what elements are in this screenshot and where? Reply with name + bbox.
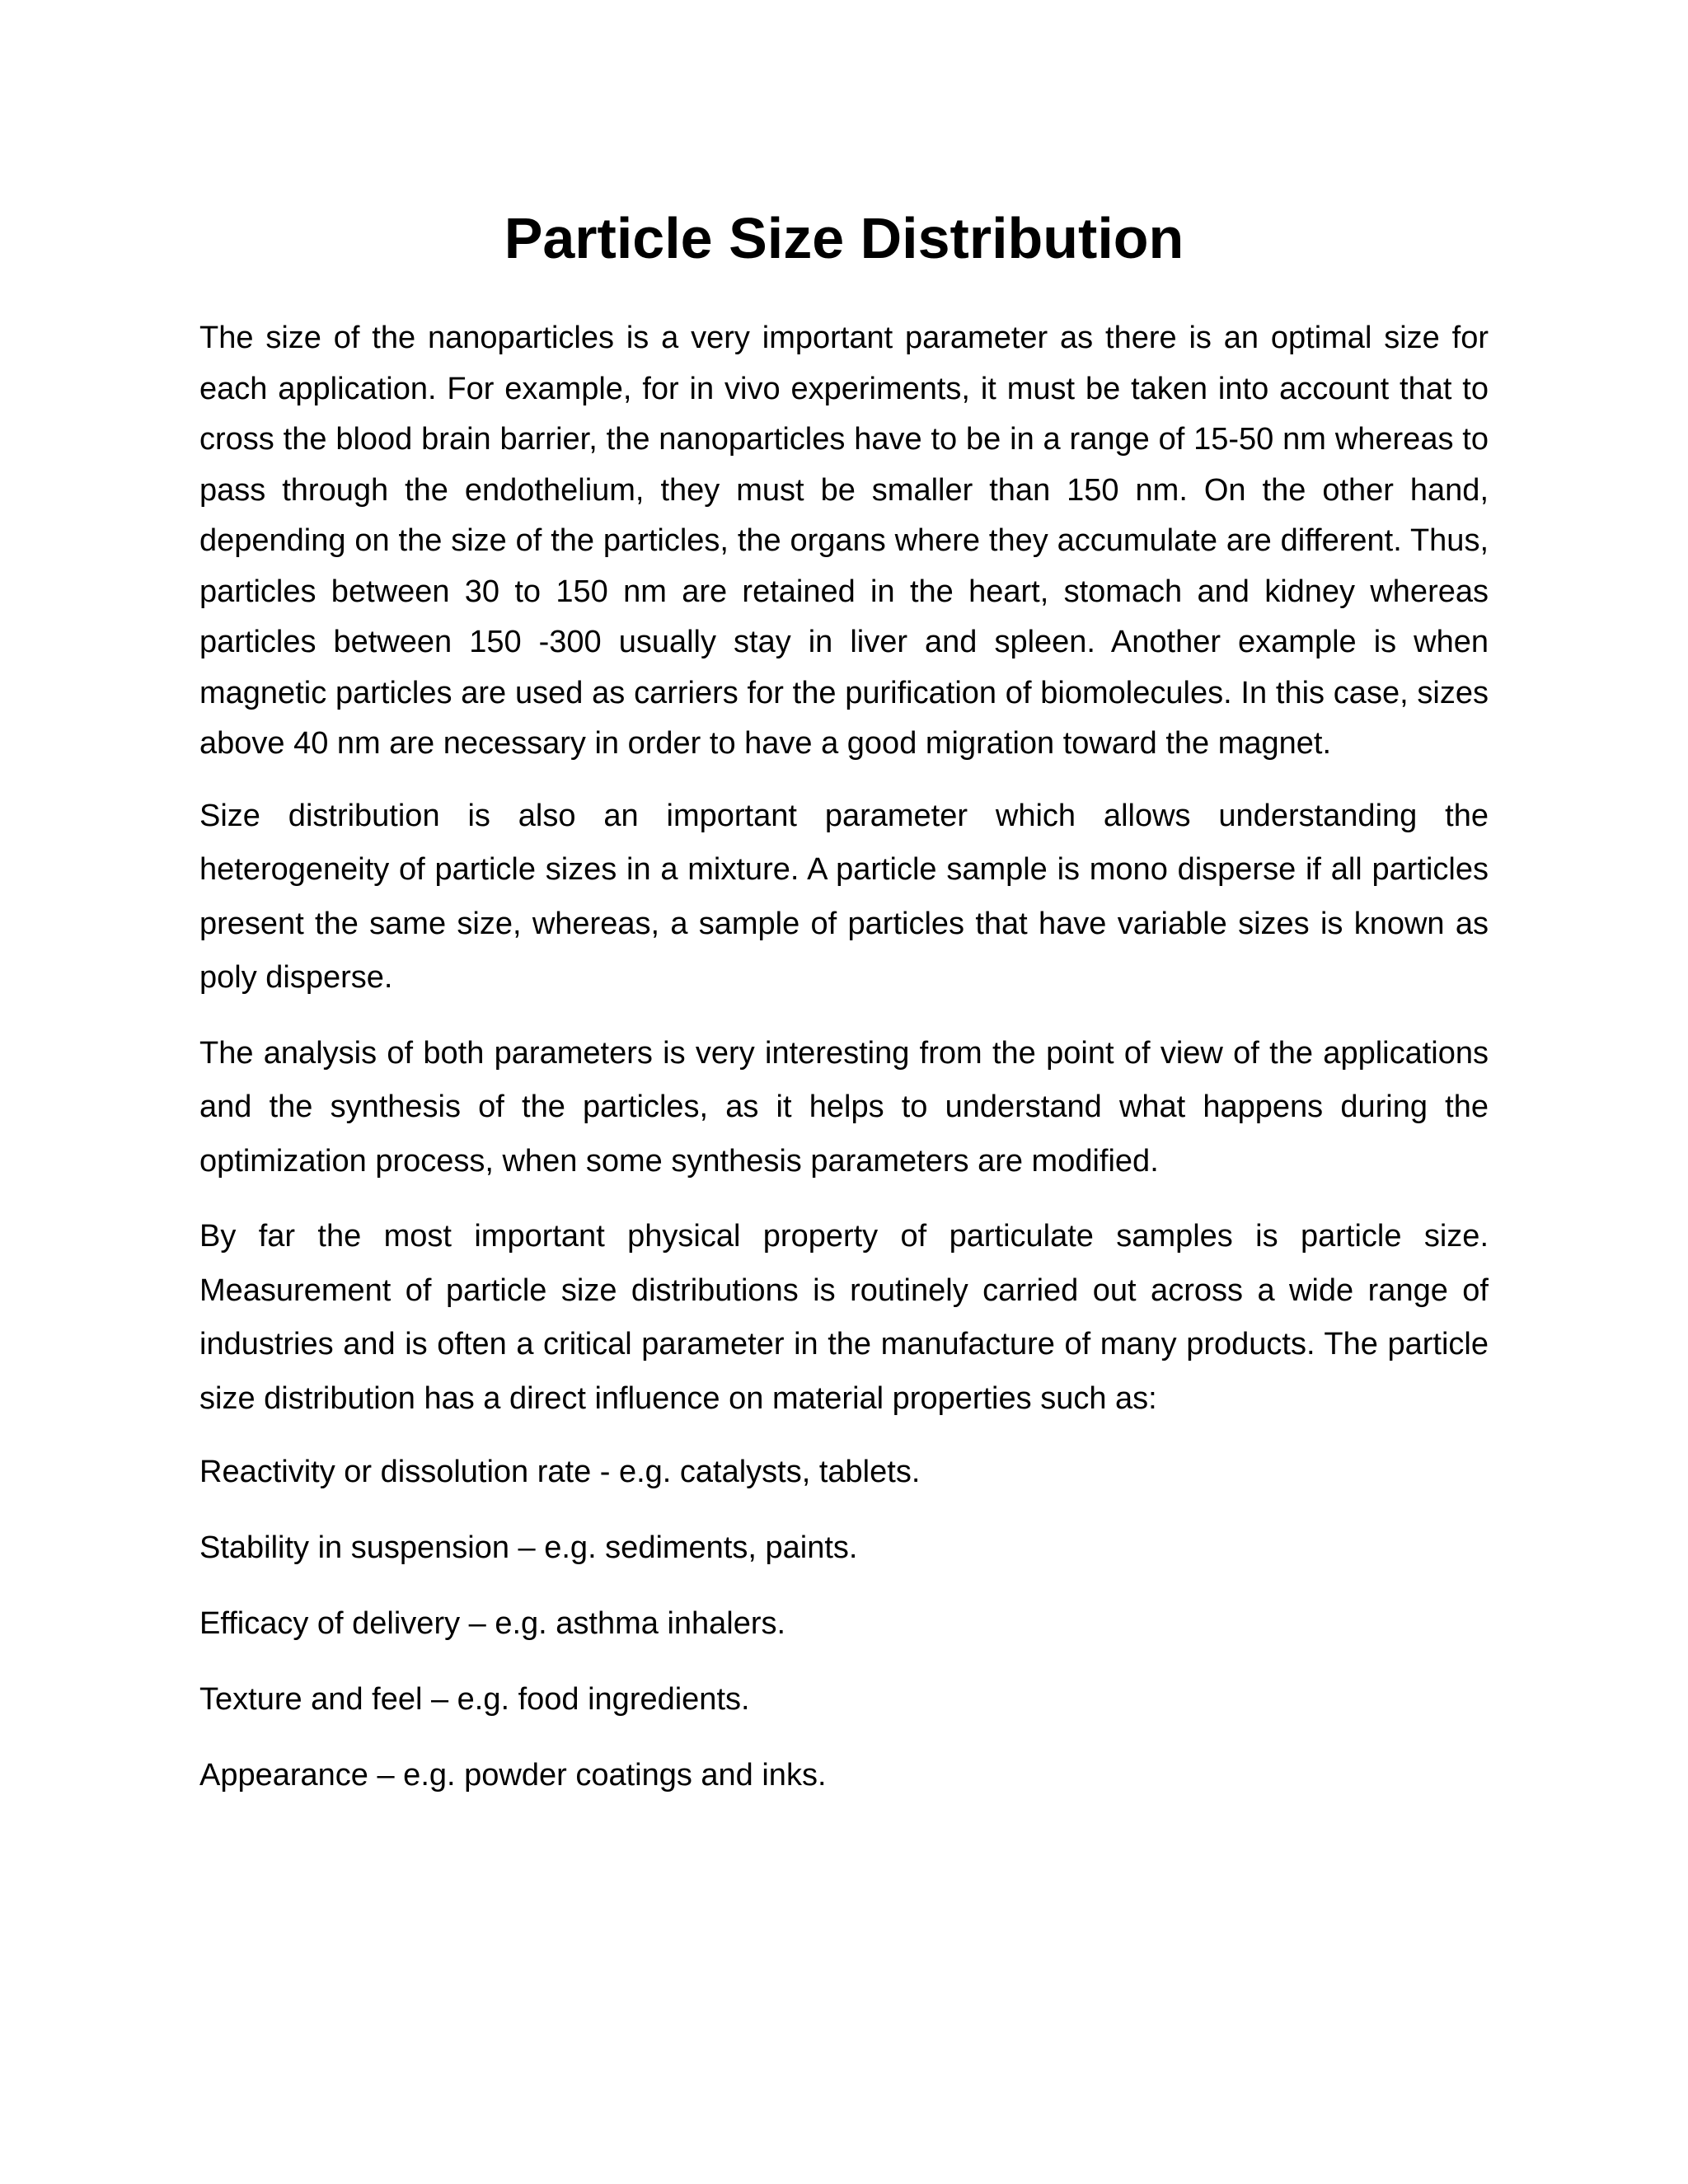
document-body: [199, 313, 1489, 1826]
paragraph-physical-property: By far the most important physical property of particulate samples is particle size. Measurement of particle size distributions is routinely carried out across a wide range of industries and is often a critical parameter in the manufacture of many products. The particle size distribution has a direct influence on material properties such as:: [199, 1219, 1489, 1416]
paragraph-size-distribution: Size distribution is also an important parameter which allows understanding the heterogeneity of particle sizes in a mixture. A particle sample is mono disperse if all particles present the same size, whereas, a sample of particles that have variable sizes is known as poly disperse.: [199, 798, 1489, 995]
list-item: Appearance – e.g. powder coatings and inks.: [199, 1758, 827, 1793]
list-item: Stability in suspension – e.g. sediments, paints.: [199, 1530, 858, 1565]
list-item: Reactivity or dissolution rate - e.g. catalysts, tablets.: [199, 1455, 921, 1489]
paragraph-nanoparticle-size: The size of the nanoparticles is a very important parameter as there is an optimal size for each application. For example, for in vivo experiments, it must be taken into account that to cross the blood brain barrier, the nanoparticles have to be in a range of 15-50 nm whereas to pass through the endothelium, they must be smaller than 150 nm. On the other hand, depending on the size of the particles, the organs where they accumulate are different. Thus, particles between 30 to 150 nm are retained in the heart, stomach and kidney whereas particles between 150 -300 usually stay in liver and spleen. Another example is when magnetic particles are used as carriers for the purification of biomolecules. In this case, sizes above 40 nm are necessary in order to have a good migration toward the magnet.: [199, 321, 1489, 761]
document-title: Particle Size Distribution: [504, 206, 1184, 270]
list-item: Efficacy of delivery – e.g. asthma inhalers.: [199, 1606, 786, 1641]
material-properties-list: [199, 1447, 1489, 1802]
list-item: Texture and feel – e.g. food ingredients.: [199, 1682, 750, 1717]
paragraph-analysis: The analysis of both parameters is very interesting from the point of view of the applications and the synthesis of the particles, as it helps to understand what happens during the optimization process, when some synthesis parameters are modified.: [199, 1035, 1489, 1179]
